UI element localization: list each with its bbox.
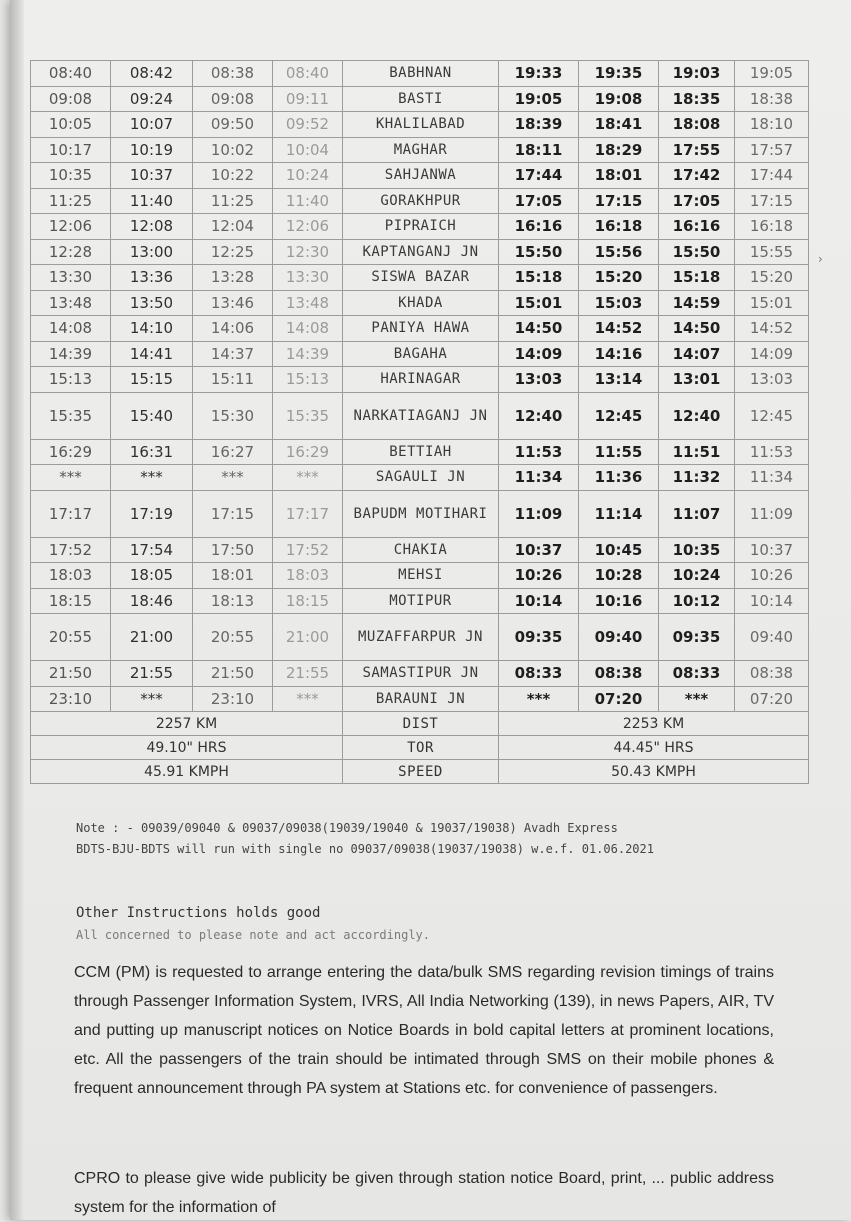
up-time-cell: 14:52 xyxy=(579,316,659,342)
down-time-cell: 12:28 xyxy=(31,239,111,265)
up-time-cell: 11:07 xyxy=(659,490,735,537)
down-time-cell: 16:29 xyxy=(31,439,111,465)
station-name-cell: MAGHAR xyxy=(343,137,499,163)
timetable-row xyxy=(31,290,809,316)
timetable-row xyxy=(31,341,809,367)
up-time-cell: 15:03 xyxy=(579,290,659,316)
up-time-cell: 18:41 xyxy=(579,112,659,138)
down-time-cell: 12:04 xyxy=(193,214,273,240)
summary-label: TOR xyxy=(343,736,499,760)
up-time-cell: 10:14 xyxy=(735,588,809,614)
all-concerned-note: All concerned to please note and act accordingly. xyxy=(76,928,431,942)
down-time-cell: 17:17 xyxy=(273,490,343,537)
down-time-cell: 11:40 xyxy=(273,188,343,214)
down-time-cell: 10:22 xyxy=(193,163,273,189)
timetable-row xyxy=(31,137,809,163)
down-time-cell: 17:19 xyxy=(111,490,193,537)
down-time-cell: 08:42 xyxy=(111,61,193,87)
down-time-cell: 10:37 xyxy=(111,163,193,189)
up-time-cell: 10:26 xyxy=(499,563,579,589)
up-time-cell: 10:16 xyxy=(579,588,659,614)
down-time-cell: 18:15 xyxy=(273,588,343,614)
up-time-cell: 15:50 xyxy=(499,239,579,265)
other-instructions: Other Instructions holds good xyxy=(76,905,321,921)
down-time-cell: 17:50 xyxy=(193,537,273,563)
timetable-row xyxy=(31,439,809,465)
down-time-cell: 11:40 xyxy=(111,188,193,214)
timetable-row xyxy=(31,563,809,589)
timetable xyxy=(30,60,809,784)
up-time-cell: 15:01 xyxy=(735,290,809,316)
up-time-cell: 09:40 xyxy=(735,614,809,661)
down-time-cell: 18:03 xyxy=(273,563,343,589)
up-time-cell: 19:35 xyxy=(579,61,659,87)
down-time-cell: 20:55 xyxy=(193,614,273,661)
timetable-row xyxy=(31,661,809,687)
up-time-cell: 15:18 xyxy=(499,265,579,291)
station-name-cell: KAPTANGANJ JN xyxy=(343,239,499,265)
note-line-2: BDTS-BJU-BDTS will run with single no 09037/09038(19037/19038) w.e.f. 01.06.2021 xyxy=(76,842,654,856)
up-time-cell: 08:38 xyxy=(735,661,809,687)
up-time-cell: 19:33 xyxy=(499,61,579,87)
down-time-cell: 18:15 xyxy=(31,588,111,614)
down-time-cell: 10:35 xyxy=(31,163,111,189)
down-time-cell: 20:55 xyxy=(31,614,111,661)
down-time-cell: *** xyxy=(273,686,343,712)
down-time-cell: 09:24 xyxy=(111,86,193,112)
down-time-cell: 15:13 xyxy=(273,367,343,393)
station-name-cell: SAHJANWA xyxy=(343,163,499,189)
up-time-cell: 11:09 xyxy=(735,490,809,537)
down-time-cell: 14:39 xyxy=(31,341,111,367)
up-time-cell: 14:59 xyxy=(659,290,735,316)
down-time-cell: 14:37 xyxy=(193,341,273,367)
station-name-cell: PIPRAICH xyxy=(343,214,499,240)
up-time-cell: 14:50 xyxy=(499,316,579,342)
station-name-cell: BAPUDM MOTIHARI xyxy=(343,490,499,537)
up-time-cell: 08:33 xyxy=(659,661,735,687)
up-time-cell: 16:18 xyxy=(735,214,809,240)
down-time-cell: 13:46 xyxy=(193,290,273,316)
down-time-cell: 17:17 xyxy=(31,490,111,537)
timetable-row xyxy=(31,537,809,563)
down-time-cell: 23:10 xyxy=(31,686,111,712)
down-time-cell: 15:11 xyxy=(193,367,273,393)
down-time-cell: *** xyxy=(273,465,343,491)
up-time-cell: 12:40 xyxy=(499,392,579,439)
down-time-cell: 12:30 xyxy=(273,239,343,265)
timetable-body xyxy=(31,61,809,784)
station-name-cell: MEHSI xyxy=(343,563,499,589)
up-time-cell: 18:39 xyxy=(499,112,579,138)
down-time-cell: 14:08 xyxy=(273,316,343,342)
document-page xyxy=(10,0,851,1220)
up-time-cell: 10:14 xyxy=(499,588,579,614)
station-name-cell: NARKATIAGANJ JN xyxy=(343,392,499,439)
down-time-cell: *** xyxy=(111,686,193,712)
up-time-cell: 13:14 xyxy=(579,367,659,393)
up-time-cell: 09:40 xyxy=(579,614,659,661)
up-time-cell: 14:07 xyxy=(659,341,735,367)
up-time-cell: 14:50 xyxy=(659,316,735,342)
up-time-cell: 17:44 xyxy=(499,163,579,189)
down-time-cell: 16:31 xyxy=(111,439,193,465)
down-time-cell: 17:15 xyxy=(193,490,273,537)
up-time-cell: 10:24 xyxy=(659,563,735,589)
station-name-cell: SAMASTIPUR JN xyxy=(343,661,499,687)
down-time-cell: 14:06 xyxy=(193,316,273,342)
summary-left-value: 2257 KM xyxy=(31,712,343,736)
up-time-cell: 11:53 xyxy=(735,439,809,465)
up-time-cell: 11:09 xyxy=(499,490,579,537)
down-time-cell: 16:27 xyxy=(193,439,273,465)
timetable-row xyxy=(31,614,809,661)
summary-label: SPEED xyxy=(343,760,499,784)
down-time-cell: 09:11 xyxy=(273,86,343,112)
down-time-cell: 13:00 xyxy=(111,239,193,265)
station-name-cell: KHADA xyxy=(343,290,499,316)
up-time-cell: 15:50 xyxy=(659,239,735,265)
down-time-cell: 23:10 xyxy=(193,686,273,712)
station-name-cell: SAGAULI JN xyxy=(343,465,499,491)
down-time-cell: 08:38 xyxy=(193,61,273,87)
up-time-cell: 08:33 xyxy=(499,661,579,687)
down-time-cell: 15:30 xyxy=(193,392,273,439)
down-time-cell: 10:07 xyxy=(111,112,193,138)
station-name-cell: KHALILABAD xyxy=(343,112,499,138)
margin-mark: › xyxy=(818,252,823,266)
down-time-cell: 12:06 xyxy=(273,214,343,240)
up-time-cell: 10:37 xyxy=(499,537,579,563)
up-time-cell: 17:44 xyxy=(735,163,809,189)
down-time-cell: 14:39 xyxy=(273,341,343,367)
down-time-cell: 13:30 xyxy=(273,265,343,291)
down-time-cell: 21:00 xyxy=(273,614,343,661)
down-time-cell: 12:06 xyxy=(31,214,111,240)
up-time-cell: 10:28 xyxy=(579,563,659,589)
up-time-cell: 13:01 xyxy=(659,367,735,393)
down-time-cell: 18:13 xyxy=(193,588,273,614)
up-time-cell: 10:37 xyxy=(735,537,809,563)
up-time-cell: 07:20 xyxy=(579,686,659,712)
down-time-cell: 09:50 xyxy=(193,112,273,138)
up-time-cell: 10:12 xyxy=(659,588,735,614)
up-time-cell: 18:11 xyxy=(499,137,579,163)
page-edge-shadow xyxy=(10,0,24,1220)
station-name-cell: GORAKHPUR xyxy=(343,188,499,214)
up-time-cell: 14:16 xyxy=(579,341,659,367)
down-time-cell: 10:24 xyxy=(273,163,343,189)
down-time-cell: 12:25 xyxy=(193,239,273,265)
down-time-cell: 18:01 xyxy=(193,563,273,589)
up-time-cell: 10:35 xyxy=(659,537,735,563)
up-time-cell: 17:15 xyxy=(735,188,809,214)
summary-right-value: 50.43 KMPH xyxy=(499,760,809,784)
up-time-cell: 15:20 xyxy=(735,265,809,291)
down-time-cell: 11:25 xyxy=(31,188,111,214)
down-time-cell: 15:40 xyxy=(111,392,193,439)
up-time-cell: 18:08 xyxy=(659,112,735,138)
down-time-cell: 21:00 xyxy=(111,614,193,661)
down-time-cell: 15:35 xyxy=(31,392,111,439)
up-time-cell: 11:55 xyxy=(579,439,659,465)
summary-row xyxy=(31,712,809,736)
up-time-cell: 09:35 xyxy=(659,614,735,661)
up-time-cell: 17:42 xyxy=(659,163,735,189)
up-time-cell: 16:16 xyxy=(499,214,579,240)
timetable-row xyxy=(31,239,809,265)
up-time-cell: 12:40 xyxy=(659,392,735,439)
up-time-cell: 08:38 xyxy=(579,661,659,687)
summary-label: DIST xyxy=(343,712,499,736)
down-time-cell: 13:28 xyxy=(193,265,273,291)
station-name-cell: BASTI xyxy=(343,86,499,112)
down-time-cell: 14:08 xyxy=(31,316,111,342)
note-line-1: Note : - 09039/09040 & 09037/09038(19039/19040 & 19037/19038) Avadh Express xyxy=(76,821,618,835)
down-time-cell: 18:46 xyxy=(111,588,193,614)
station-name-cell: HARINAGAR xyxy=(343,367,499,393)
down-time-cell: 17:54 xyxy=(111,537,193,563)
down-time-cell: 17:52 xyxy=(31,537,111,563)
up-time-cell: 18:10 xyxy=(735,112,809,138)
down-time-cell: 13:36 xyxy=(111,265,193,291)
down-time-cell: *** xyxy=(31,465,111,491)
station-name-cell: BAGAHA xyxy=(343,341,499,367)
up-time-cell: 18:29 xyxy=(579,137,659,163)
up-time-cell: 11:53 xyxy=(499,439,579,465)
down-time-cell: 13:50 xyxy=(111,290,193,316)
down-time-cell: *** xyxy=(111,465,193,491)
summary-right-value: 2253 KM xyxy=(499,712,809,736)
timetable-row xyxy=(31,112,809,138)
down-time-cell: 21:50 xyxy=(193,661,273,687)
up-time-cell: 09:35 xyxy=(499,614,579,661)
down-time-cell: 16:29 xyxy=(273,439,343,465)
up-time-cell: 17:57 xyxy=(735,137,809,163)
up-time-cell: 16:18 xyxy=(579,214,659,240)
summary-right-value: 44.45" HRS xyxy=(499,736,809,760)
up-time-cell: 07:20 xyxy=(735,686,809,712)
up-time-cell: 13:03 xyxy=(499,367,579,393)
down-time-cell: 12:08 xyxy=(111,214,193,240)
down-time-cell: 10:17 xyxy=(31,137,111,163)
down-time-cell: 10:05 xyxy=(31,112,111,138)
timetable-row xyxy=(31,61,809,87)
down-time-cell: 10:02 xyxy=(193,137,273,163)
down-time-cell: 11:25 xyxy=(193,188,273,214)
up-time-cell: 19:08 xyxy=(579,86,659,112)
timetable-row xyxy=(31,265,809,291)
up-time-cell: 15:18 xyxy=(659,265,735,291)
down-time-cell: 09:08 xyxy=(31,86,111,112)
down-time-cell: 18:05 xyxy=(111,563,193,589)
up-time-cell: 14:52 xyxy=(735,316,809,342)
down-time-cell: 08:40 xyxy=(273,61,343,87)
down-time-cell: 15:13 xyxy=(31,367,111,393)
cpro-paragraph: CPRO to please give wide publicity be given through station notice Board, print, ... public address system for the information of xyxy=(74,1170,774,1216)
down-time-cell: *** xyxy=(193,465,273,491)
timetable-row xyxy=(31,86,809,112)
up-time-cell: 17:05 xyxy=(659,188,735,214)
up-time-cell: 11:36 xyxy=(579,465,659,491)
down-time-cell: 15:15 xyxy=(111,367,193,393)
down-time-cell: 09:08 xyxy=(193,86,273,112)
up-time-cell: 17:55 xyxy=(659,137,735,163)
station-name-cell: MOTIPUR xyxy=(343,588,499,614)
timetable-row xyxy=(31,188,809,214)
summary-left-value: 49.10" HRS xyxy=(31,736,343,760)
up-time-cell: *** xyxy=(659,686,735,712)
up-time-cell: 11:34 xyxy=(735,465,809,491)
summary-row xyxy=(31,760,809,784)
down-time-cell: 13:30 xyxy=(31,265,111,291)
timetable-row xyxy=(31,588,809,614)
down-time-cell: 14:10 xyxy=(111,316,193,342)
up-time-cell: 10:26 xyxy=(735,563,809,589)
down-time-cell: 18:03 xyxy=(31,563,111,589)
ccm-paragraph: CCM (PM) is requested to arrange entering the data/bulk SMS regarding revision timings of trains through Passenger Information System, IVRS, All India Networking (139), in news Papers, AIR, TV and putting up manuscript notices on Notice Boards in bold capital letters at prominent locations, etc. All the passengers of the train should be intimated through SMS on their mobile phones & frequent announcement through PA system at Stations etc. for convenience of passengers. xyxy=(74,964,774,1097)
summary-left-value: 45.91 KMPH xyxy=(31,760,343,784)
timetable-row xyxy=(31,316,809,342)
up-time-cell: 11:14 xyxy=(579,490,659,537)
down-time-cell: 17:52 xyxy=(273,537,343,563)
timetable-row xyxy=(31,163,809,189)
up-time-cell: 15:01 xyxy=(499,290,579,316)
station-name-cell: MUZAFFARPUR JN xyxy=(343,614,499,661)
up-time-cell: 15:20 xyxy=(579,265,659,291)
timetable-row xyxy=(31,392,809,439)
station-name-cell: SISWA BAZAR xyxy=(343,265,499,291)
up-time-cell: 19:03 xyxy=(659,61,735,87)
up-time-cell: 14:09 xyxy=(735,341,809,367)
up-time-cell: 10:45 xyxy=(579,537,659,563)
down-time-cell: 10:19 xyxy=(111,137,193,163)
down-time-cell: 21:55 xyxy=(111,661,193,687)
up-time-cell: 17:15 xyxy=(579,188,659,214)
down-time-cell: 13:48 xyxy=(273,290,343,316)
up-time-cell: 12:45 xyxy=(579,392,659,439)
down-time-cell: 15:35 xyxy=(273,392,343,439)
timetable-row xyxy=(31,686,809,712)
up-time-cell: 15:55 xyxy=(735,239,809,265)
down-time-cell: 10:04 xyxy=(273,137,343,163)
station-name-cell: BETTIAH xyxy=(343,439,499,465)
up-time-cell: 19:05 xyxy=(735,61,809,87)
down-time-cell: 08:40 xyxy=(31,61,111,87)
up-time-cell: 14:09 xyxy=(499,341,579,367)
up-time-cell: 12:45 xyxy=(735,392,809,439)
timetable-row xyxy=(31,490,809,537)
up-time-cell: 19:05 xyxy=(499,86,579,112)
station-name-cell: BABHNAN xyxy=(343,61,499,87)
up-time-cell: 17:05 xyxy=(499,188,579,214)
down-time-cell: 21:55 xyxy=(273,661,343,687)
down-time-cell: 14:41 xyxy=(111,341,193,367)
station-name-cell: PANIYA HAWA xyxy=(343,316,499,342)
up-time-cell: 13:03 xyxy=(735,367,809,393)
timetable-row xyxy=(31,367,809,393)
up-time-cell: 15:56 xyxy=(579,239,659,265)
up-time-cell: *** xyxy=(499,686,579,712)
timetable-row xyxy=(31,214,809,240)
up-time-cell: 11:34 xyxy=(499,465,579,491)
station-name-cell: CHAKIA xyxy=(343,537,499,563)
up-time-cell: 16:16 xyxy=(659,214,735,240)
up-time-cell: 11:51 xyxy=(659,439,735,465)
note xyxy=(76,818,796,860)
up-time-cell: 18:01 xyxy=(579,163,659,189)
up-time-cell: 11:32 xyxy=(659,465,735,491)
up-time-cell: 18:35 xyxy=(659,86,735,112)
up-time-cell: 18:38 xyxy=(735,86,809,112)
down-time-cell: 13:48 xyxy=(31,290,111,316)
summary-row xyxy=(31,736,809,760)
down-time-cell: 09:52 xyxy=(273,112,343,138)
timetable-row xyxy=(31,465,809,491)
down-time-cell: 21:50 xyxy=(31,661,111,687)
station-name-cell: BARAUNI JN xyxy=(343,686,499,712)
